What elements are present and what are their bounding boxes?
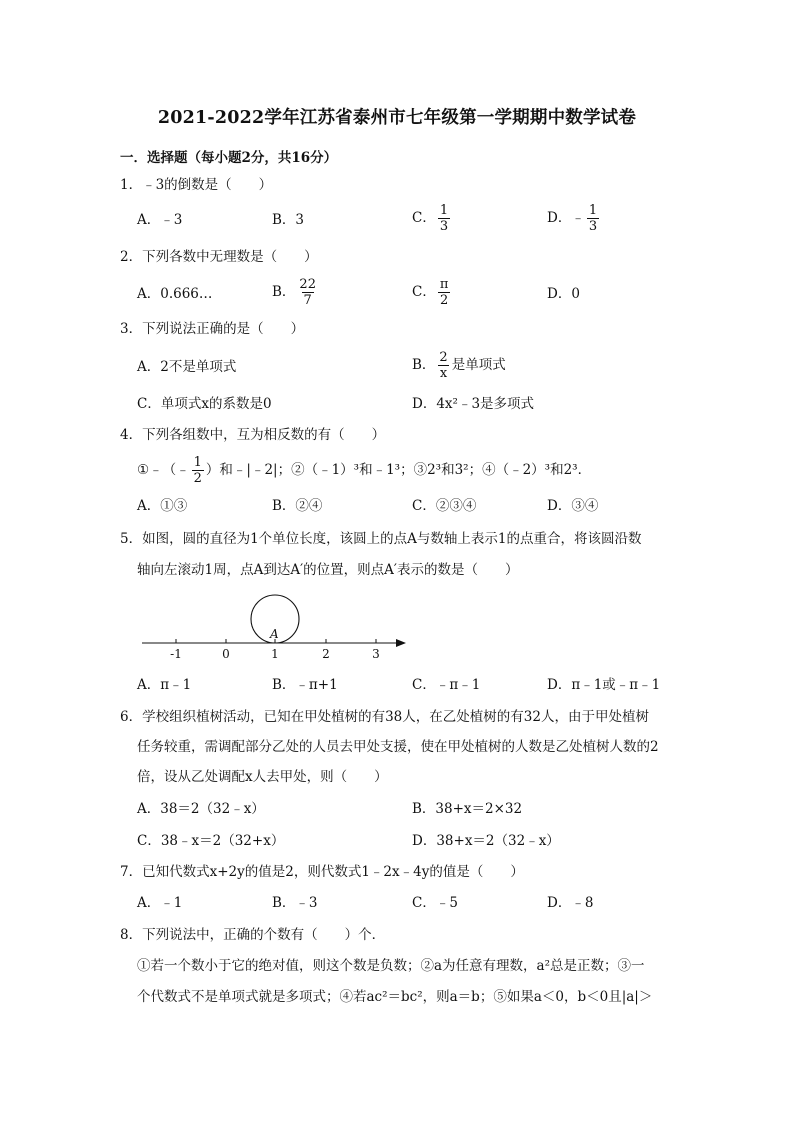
tick-label: -1 [170, 647, 182, 661]
q3-option-a: A．2不是单项式 [137, 359, 237, 375]
question-5-line-1: 5．如图，圆的直径为1个单位长度，该圆上的点A与数轴上表示1的点重合，将该圆沿数 [120, 531, 642, 547]
q5-option-d: D．π﹣1或﹣π﹣1 [547, 677, 661, 693]
question-6-line-1: 6．学校组织植树活动，已知在甲处植树的有38人，在乙处植树的有32人，由于甲处植树 [120, 709, 649, 725]
q4-option-c: C．②③④ [412, 498, 477, 514]
q1-option-c [412, 204, 452, 233]
question-6-line-2: 任务较重，需调配部分乙处的人员去甲处支援，使在甲处植树的人数是乙处植树人数的2 [137, 739, 659, 755]
q6-option-a: A．38＝2（32﹣x） [137, 801, 265, 817]
tick-label: 1 [271, 647, 279, 661]
question-5-line-2: 轴向左滚动1周，点A到达A′的位置，则点A′表示的数是（ ） [137, 562, 519, 578]
tick-label: 0 [222, 647, 230, 661]
question-8-line-1: ①若一个数小于它的绝对值，则这个数是负数；②a为任意有理数，a²总是正数；③一 [137, 958, 645, 974]
q2-option-d: D．0 [547, 286, 580, 302]
q2-option-b [272, 278, 320, 307]
q2-option-c-fraction: $\frac{\pi}{2}$ [439, 277, 449, 308]
q6-option-d: D．38+x＝2（32﹣x） [412, 833, 560, 849]
q1-option-b: B．3 [272, 212, 305, 228]
q1-option-d-fraction: $\frac{1}{3}$ [588, 203, 598, 234]
q7-option-d: D．﹣8 [547, 895, 594, 911]
q3-option-b-suffix: 是单项式 [451, 357, 506, 373]
q6-option-b: B．38+x＝2×32 [412, 801, 523, 817]
q1-option-c-label: C． [412, 210, 436, 226]
q3-option-d: D．4x²﹣3是多项式 [412, 396, 535, 412]
question-6-line-3: 倍，设从乙处调配x人去甲处，则（ ） [137, 769, 388, 785]
q3-option-b-fraction: $\frac{2}{x}$ [439, 350, 448, 381]
q2-option-a: A．0.666… [137, 286, 213, 302]
question-8-line-2: 个代数式不是单项式就是多项式；④若ac²＝bc²，则a＝b；⑤如果a＜0，b＜0且|a|＞ [137, 989, 653, 1005]
q1-option-a: A．﹣3 [137, 212, 183, 228]
question-1-stem: 1．﹣3的倒数是（ ） [120, 177, 273, 193]
q4-items [137, 456, 591, 485]
q4-option-b: B．②④ [272, 498, 323, 514]
q4-option-a: A．①③ [137, 498, 188, 514]
q3-option-c: C．单项式x的系数是0 [137, 396, 272, 412]
q2-option-c-label: C． [412, 284, 436, 300]
q5-option-b: B．﹣π+1 [272, 677, 338, 693]
question-4-stem: 4．下列各组数中，互为相反数的有（ ） [120, 427, 386, 443]
question-2-stem: 2．下列各数中无理数是（ ） [120, 249, 318, 265]
q4-items-fraction: $\frac{1}{2}$ [193, 455, 202, 486]
question-7-stem: 7．已知代数式x+2y的值是2，则代数式1﹣2x﹣4y的值是（ ） [120, 864, 524, 880]
point-a-label: A [270, 627, 279, 641]
q1-option-d [547, 204, 601, 233]
q7-option-b: B．﹣3 [272, 895, 318, 911]
q1-option-d-label: D．﹣ [547, 210, 585, 226]
page-title: 2021-2022学年江苏省泰州市七年级第一学期期中数学试卷 [157, 108, 637, 128]
q5-option-a: A．π﹣1 [137, 677, 192, 693]
q7-option-a: A．﹣1 [137, 895, 183, 911]
q2-option-b-label: B． [272, 284, 296, 300]
q2-option-c [412, 278, 452, 307]
axis-arrowhead [396, 639, 406, 647]
section-heading: 一．选择题（每小题2分，共16分） [120, 150, 338, 166]
question-8-stem: 8．下列说法中，正确的个数有（ ）个． [120, 927, 386, 943]
q4-option-d: D．③④ [547, 498, 599, 514]
q2-option-b-fraction: $\frac{22}{7}$ [299, 277, 316, 308]
q1-option-c-fraction: $\frac{1}{3}$ [439, 203, 449, 234]
q6-option-c: C．38﹣x＝2（32+x） [137, 833, 285, 849]
q3-option-b-label: B． [412, 357, 436, 373]
tick-label: 2 [322, 647, 330, 661]
q5-option-c: C．﹣π﹣1 [412, 677, 481, 693]
q3-option-b [412, 351, 506, 380]
q7-option-c: C．﹣5 [412, 895, 458, 911]
question-3-stem: 3．下列说法正确的是（ ） [120, 321, 305, 337]
tick-label: 3 [372, 647, 380, 661]
number-line-figure [130, 588, 420, 664]
q4-items-suffix: ）和﹣|﹣2|；②（﹣1）³和﹣1³；③2³和3²；④（﹣2）³和2³． [205, 462, 592, 478]
q4-items-prefix: ①﹣（﹣ [137, 462, 190, 478]
